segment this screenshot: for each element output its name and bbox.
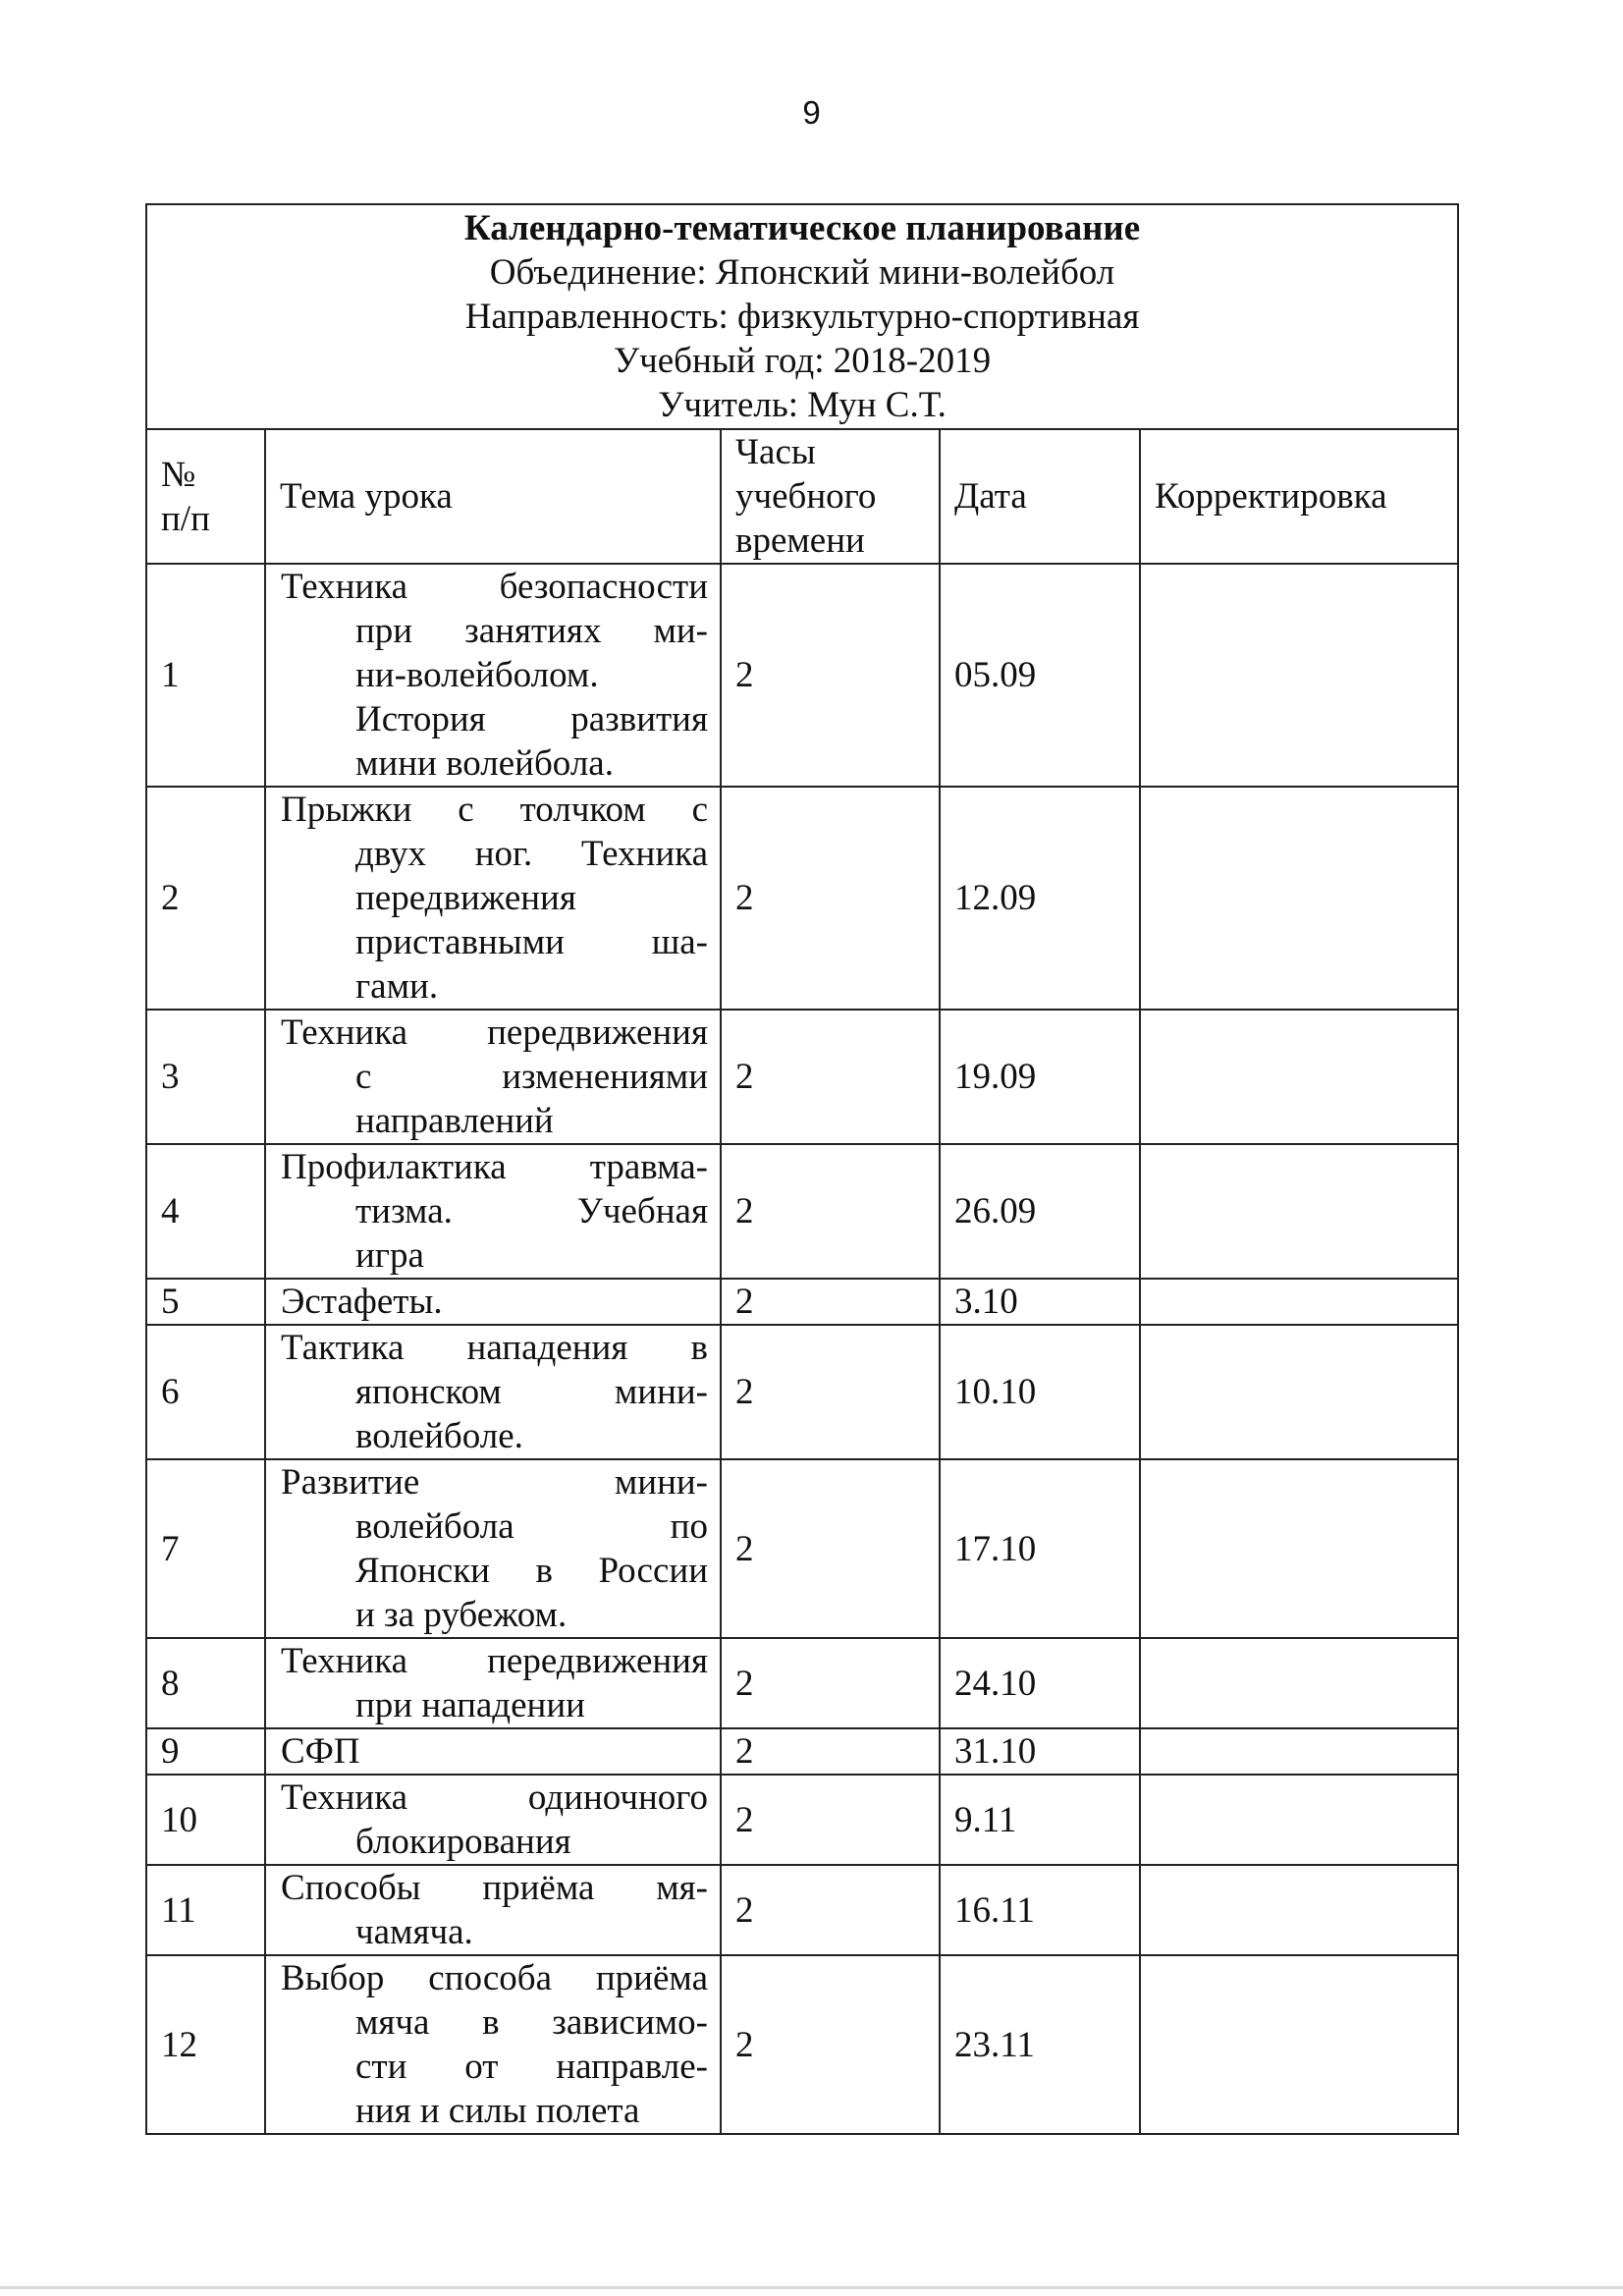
topic-line: ния и силы полета — [355, 2091, 640, 2131]
table-title: Календарно-тематическое планирование — [463, 208, 1141, 248]
table-row — [146, 787, 1458, 1010]
cell-hours: 2 — [721, 1144, 940, 1279]
cell-topic — [265, 1325, 721, 1459]
topic-line: СФП — [281, 1731, 360, 1772]
column-header-hours — [721, 429, 940, 564]
topic-line: Тактика нападения в — [281, 1328, 708, 1368]
topic-line: Техника одиночного — [281, 1777, 708, 1818]
cell-topic — [265, 1865, 721, 1955]
topic-line: двух ног. Техника — [355, 834, 708, 874]
cell-hours: 2 — [721, 1638, 940, 1728]
cell-num: 6 — [146, 1325, 265, 1459]
topic-line: ни-волейболом. — [355, 655, 599, 695]
cell-num: 12 — [146, 1955, 265, 2134]
cell-hours: 2 — [721, 787, 940, 1010]
year-line: Учебный год: 2018-2019 — [613, 341, 992, 381]
topic-line: чамяча. — [355, 1912, 473, 1952]
calendar-plan-table — [145, 203, 1459, 2135]
cell-correction — [1140, 1638, 1458, 1728]
column-header-num-line1: № — [161, 454, 196, 495]
table-title-row — [146, 204, 1458, 429]
cell-num: 7 — [146, 1459, 265, 1638]
topic-line: Прыжки с толчком с — [281, 790, 708, 830]
table-row — [146, 564, 1458, 787]
topic-line: Выбор способа приёма — [281, 1958, 708, 1998]
topic-line: Способы приёма мя- — [281, 1868, 708, 1908]
table-row — [146, 1325, 1458, 1459]
column-header-hours-line1: Часы — [735, 432, 816, 472]
column-header-topic: Тема урока — [265, 429, 721, 564]
table-body — [146, 564, 1458, 2134]
topic-line: Техника безопасности — [281, 567, 708, 607]
table-title-cell — [146, 204, 1458, 429]
column-header-num — [146, 429, 265, 564]
table-row — [146, 1865, 1458, 1955]
cell-num: 3 — [146, 1010, 265, 1144]
cell-date: 9.11 — [940, 1775, 1140, 1865]
table-row — [146, 1775, 1458, 1865]
topic-line: Профилактика травма- — [281, 1147, 708, 1187]
table-row — [146, 1279, 1458, 1325]
column-header-hours-line3: времени — [735, 520, 865, 561]
cell-topic — [265, 1955, 721, 2134]
cell-topic — [265, 1775, 721, 1865]
topic-line: игра — [355, 1235, 424, 1276]
teacher-line: Учитель: Мун С.Т. — [658, 385, 947, 425]
cell-date: 3.10 — [940, 1279, 1140, 1325]
cell-correction — [1140, 1865, 1458, 1955]
cell-correction — [1140, 1775, 1458, 1865]
table-row — [146, 1638, 1458, 1728]
topic-line: Техника передвижения — [281, 1012, 708, 1053]
cell-date: 26.09 — [940, 1144, 1140, 1279]
cell-date: 05.09 — [940, 564, 1140, 787]
cell-correction — [1140, 1144, 1458, 1279]
cell-topic — [265, 1279, 721, 1325]
cell-topic — [265, 1459, 721, 1638]
cell-topic — [265, 1728, 721, 1775]
cell-topic — [265, 1638, 721, 1728]
topic-line: волейбола по — [355, 1506, 708, 1547]
cell-correction — [1140, 1279, 1458, 1325]
cell-hours: 2 — [721, 1775, 940, 1865]
cell-num: 5 — [146, 1279, 265, 1325]
topic-line: при нападении — [355, 1685, 585, 1725]
cell-hours: 2 — [721, 1459, 940, 1638]
cell-num: 10 — [146, 1775, 265, 1865]
topic-line: направлений — [355, 1101, 554, 1141]
cell-num: 9 — [146, 1728, 265, 1775]
association-line: Объединение: Японский мини-волейбол — [489, 252, 1115, 293]
topic-line: Развитие мини- — [281, 1462, 708, 1503]
topic-line: сти от направле- — [355, 2047, 708, 2087]
topic-line: Техника передвижения — [281, 1641, 708, 1681]
topic-line: японском мини- — [355, 1372, 708, 1412]
cell-date: 23.11 — [940, 1955, 1140, 2134]
column-header-correction: Корректировка — [1140, 429, 1458, 564]
topic-line: Японски в России — [355, 1551, 708, 1591]
cell-correction — [1140, 1010, 1458, 1144]
cell-correction — [1140, 1459, 1458, 1638]
topic-line: при занятиях ми- — [355, 611, 708, 651]
table-row — [146, 1728, 1458, 1775]
cell-correction — [1140, 1955, 1458, 2134]
cell-correction — [1140, 1325, 1458, 1459]
orientation-line: Направленность: физкультурно-спортивная — [464, 297, 1140, 337]
topic-line: тизма. Учебная — [355, 1191, 708, 1231]
topic-line: волейболе. — [355, 1416, 523, 1456]
cell-num: 2 — [146, 787, 265, 1010]
cell-topic — [265, 1144, 721, 1279]
cell-date: 16.11 — [940, 1865, 1140, 1955]
cell-correction — [1140, 787, 1458, 1010]
cell-topic — [265, 787, 721, 1010]
cell-correction — [1140, 564, 1458, 787]
cell-hours: 2 — [721, 1010, 940, 1144]
cell-topic — [265, 1010, 721, 1144]
cell-correction — [1140, 1728, 1458, 1775]
table-row — [146, 1459, 1458, 1638]
cell-date: 24.10 — [940, 1638, 1140, 1728]
cell-num: 1 — [146, 564, 265, 787]
topic-line: блокирования — [355, 1822, 571, 1862]
cell-hours: 2 — [721, 564, 940, 787]
column-header-num-line2: п/п — [161, 498, 210, 539]
page-number: 9 — [802, 94, 821, 131]
column-header-date: Дата — [940, 429, 1140, 564]
cell-hours: 2 — [721, 1325, 940, 1459]
cell-date: 31.10 — [940, 1728, 1140, 1775]
table-row — [146, 1010, 1458, 1144]
column-header-row — [146, 429, 1458, 564]
cell-date: 17.10 — [940, 1459, 1140, 1638]
topic-line: История развития — [355, 699, 708, 739]
cell-hours: 2 — [721, 1728, 940, 1775]
cell-num: 4 — [146, 1144, 265, 1279]
topic-line: с изменениями — [355, 1057, 708, 1097]
cell-date: 19.09 — [940, 1010, 1140, 1144]
cell-hours: 2 — [721, 1955, 940, 2134]
cell-num: 11 — [146, 1865, 265, 1955]
scan-edge-line — [0, 2286, 1623, 2289]
topic-line: гами. — [355, 966, 439, 1007]
topic-line: Эстафеты. — [281, 1282, 443, 1322]
table-row — [146, 1144, 1458, 1279]
cell-topic — [265, 564, 721, 787]
topic-line: приставными ша- — [355, 922, 708, 962]
topic-line: мини волейбола. — [355, 743, 614, 784]
topic-line: передвижения — [355, 878, 576, 918]
topic-line: мяча в зависимо- — [355, 2002, 708, 2043]
cell-date: 12.09 — [940, 787, 1140, 1010]
cell-num: 8 — [146, 1638, 265, 1728]
cell-date: 10.10 — [940, 1325, 1140, 1459]
topic-line: и за рубежом. — [355, 1595, 568, 1635]
cell-hours: 2 — [721, 1279, 940, 1325]
cell-hours: 2 — [721, 1865, 940, 1955]
column-header-hours-line2: учебного — [735, 476, 877, 517]
table-row — [146, 1955, 1458, 2134]
